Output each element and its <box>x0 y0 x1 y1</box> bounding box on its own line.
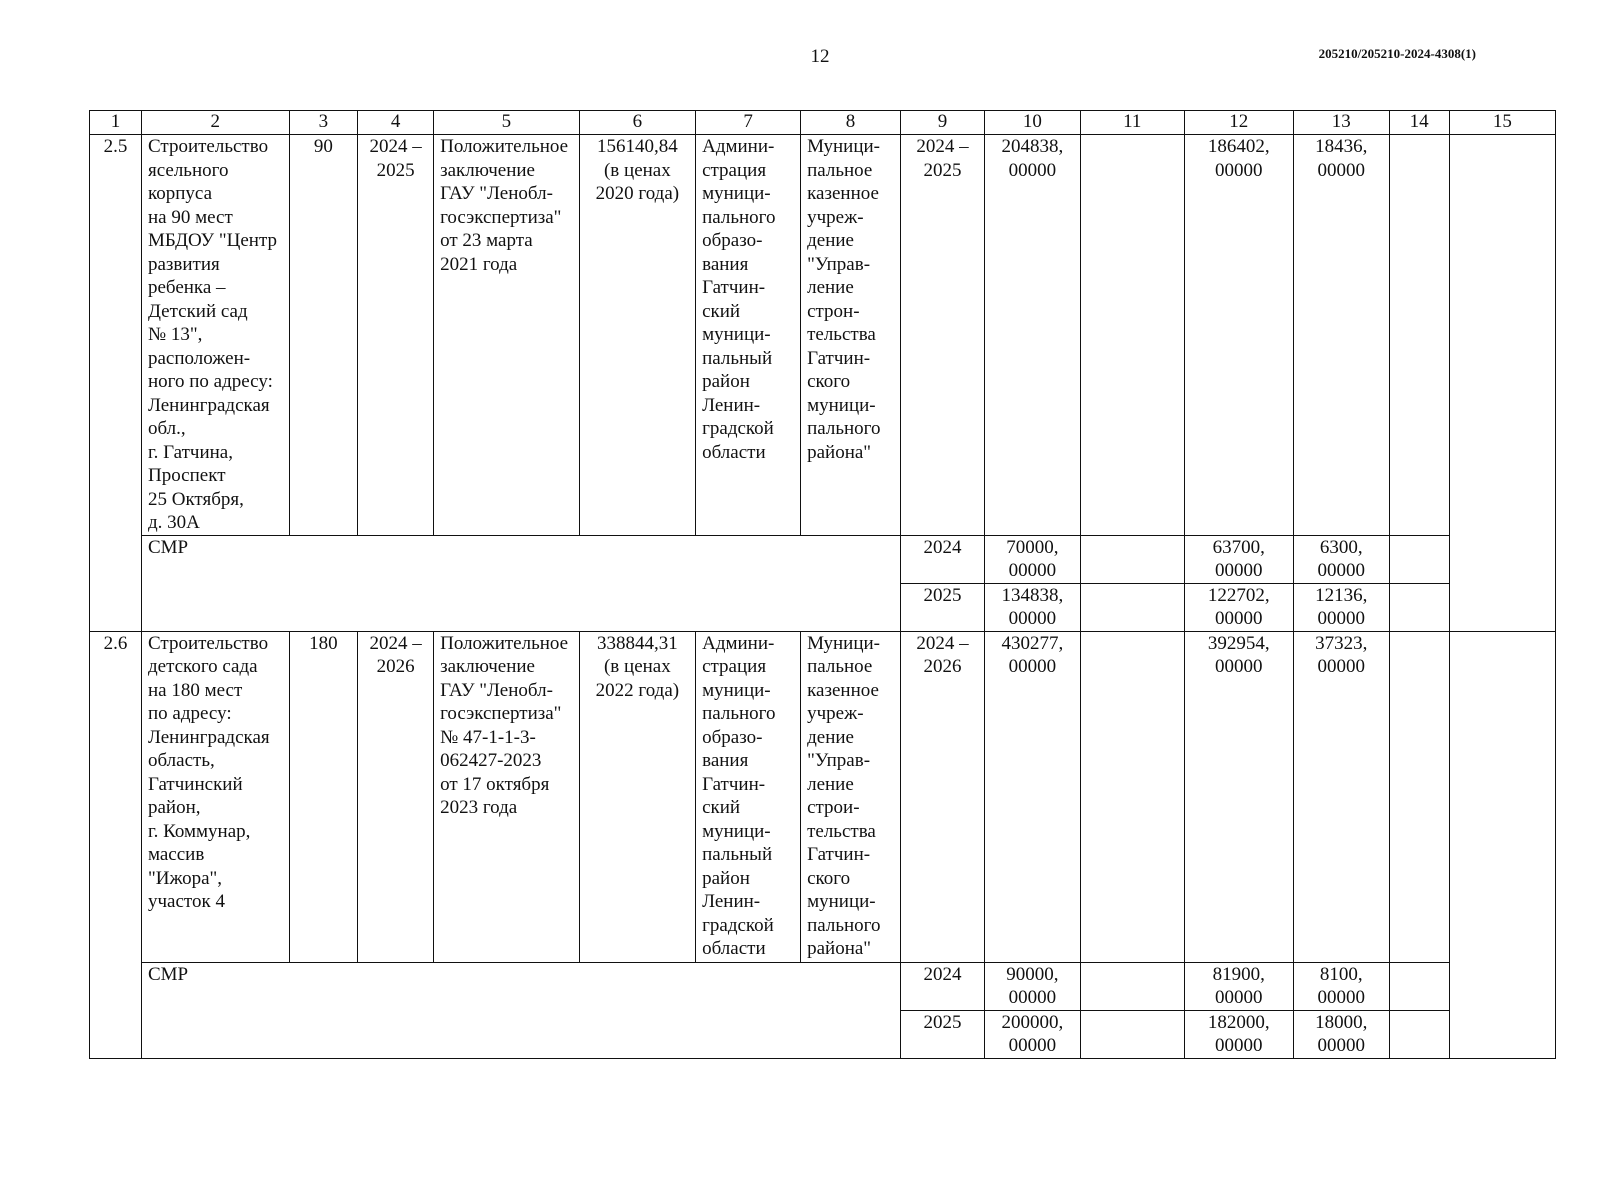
row-number: 2.5 <box>90 135 142 632</box>
column-number: 7 <box>696 111 801 135</box>
column-number: 2 <box>141 111 289 135</box>
smr-year: 2025 <box>900 583 984 631</box>
estimated-cost: 338844,31 (в ценах 2022 года) <box>579 631 695 962</box>
smr-column-12: 122702, 00000 <box>1184 583 1293 631</box>
construction-period: 2024 – 2025 <box>358 135 434 536</box>
smr-column-14 <box>1389 583 1449 631</box>
funding-years: 2024 – 2026 <box>900 631 984 962</box>
smr-total: 134838, 00000 <box>985 583 1081 631</box>
column-12-value: 392954, 00000 <box>1184 631 1293 962</box>
column-number: 10 <box>985 111 1081 135</box>
expertise-conclusion: Положительное заключение ГАУ "Ленобл- госэкспертиза" № 47-1-1-3- 062427-2023 от 17 октября 2023 года <box>434 631 580 962</box>
smr-column-11 <box>1080 962 1184 1010</box>
expertise-conclusion: Положительное заключение ГАУ "Ленобл- госэкспертиза" от 23 марта 2021 года <box>434 135 580 536</box>
smr-column-13: 18000, 00000 <box>1293 1010 1389 1058</box>
smr-column-11 <box>1080 1010 1184 1058</box>
column-11-value <box>1080 631 1184 962</box>
column-14-value <box>1389 135 1449 536</box>
smr-total: 200000, 00000 <box>985 1010 1081 1058</box>
smr-column-14 <box>1389 962 1449 1010</box>
column-number: 11 <box>1080 111 1184 135</box>
smr-total: 70000, 00000 <box>985 535 1081 583</box>
smr-total: 90000, 00000 <box>985 962 1081 1010</box>
smr-column-13: 12136, 00000 <box>1293 583 1389 631</box>
smr-year: 2025 <box>900 1010 984 1058</box>
smr-row <box>90 962 1556 1010</box>
capacity: 90 <box>289 135 358 536</box>
document-code: 205210/205210-2024-4308(1) <box>1318 46 1476 61</box>
table-row <box>90 631 1556 962</box>
smr-column-12: 81900, 00000 <box>1184 962 1293 1010</box>
developer: Муници- пальное казенное учреж- дение "Управ- ление строи- тельства Гатчин- ского муници- пального района" <box>801 631 901 962</box>
construction-period: 2024 – 2026 <box>358 631 434 962</box>
smr-label: СМР <box>141 535 900 631</box>
smr-year: 2024 <box>900 535 984 583</box>
smr-column-13: 6300, 00000 <box>1293 535 1389 583</box>
column-number: 6 <box>579 111 695 135</box>
column-number: 13 <box>1293 111 1389 135</box>
column-13-value: 18436, 00000 <box>1293 135 1389 536</box>
column-number: 4 <box>358 111 434 135</box>
developer: Муници- пальное казенное учреж- дение "Управ- ление строн- тельства Гатчин- ского муници- пального района" <box>801 135 901 536</box>
table-row <box>90 135 1556 536</box>
column-number: 5 <box>434 111 580 135</box>
smr-column-14 <box>1389 535 1449 583</box>
smr-column-14 <box>1389 1010 1449 1058</box>
column-11-value <box>1080 135 1184 536</box>
smr-column-12: 63700, 00000 <box>1184 535 1293 583</box>
smr-label: СМР <box>141 962 900 1058</box>
smr-row <box>90 535 1556 583</box>
column-13-value: 37323, 00000 <box>1293 631 1389 962</box>
column-number: 15 <box>1449 111 1555 135</box>
column-number: 8 <box>801 111 901 135</box>
column-15-value <box>1449 135 1555 632</box>
column-12-value: 186402, 00000 <box>1184 135 1293 536</box>
customer: Админи- страция муници- пального образо- вания Гатчин- ский муници- пальный район Ленин- градской области <box>696 631 801 962</box>
customer: Админи- страция муници- пального образо- вания Гатчин- ский муници- пальный район Ленин- градской области <box>696 135 801 536</box>
capacity: 180 <box>289 631 358 962</box>
smr-column-13: 8100, 00000 <box>1293 962 1389 1010</box>
column-number: 9 <box>900 111 984 135</box>
estimated-cost: 156140,84 (в ценах 2020 года) <box>579 135 695 536</box>
column-number: 1 <box>90 111 142 135</box>
smr-year: 2024 <box>900 962 984 1010</box>
investment-table <box>89 110 1556 1059</box>
smr-column-11 <box>1080 583 1184 631</box>
column-15-value <box>1449 631 1555 1058</box>
row-number: 2.6 <box>90 631 142 1058</box>
page-number: 12 <box>810 46 830 67</box>
column-number: 3 <box>289 111 358 135</box>
object-name: Строительство ясельного корпуса на 90 мест МБДОУ "Центр развития ребенка – Детский сад № 13", расположен- ного по адресу: Ленинградская обл., г. Гатчина, Проспект 25 Октября, д. 30А <box>141 135 289 536</box>
column-number-row <box>90 111 1556 135</box>
total-amount: 430277, 00000 <box>985 631 1081 962</box>
smr-column-12: 182000, 00000 <box>1184 1010 1293 1058</box>
column-14-value <box>1389 631 1449 962</box>
object-name: Строительство детского сада на 180 мест по адресу: Ленинградская область, Гатчинский район, г. Коммунар, массив "Ижора", участок 4 <box>141 631 289 962</box>
total-amount: 204838, 00000 <box>985 135 1081 536</box>
column-number: 14 <box>1389 111 1449 135</box>
funding-years: 2024 – 2025 <box>900 135 984 536</box>
column-number: 12 <box>1184 111 1293 135</box>
smr-column-11 <box>1080 535 1184 583</box>
